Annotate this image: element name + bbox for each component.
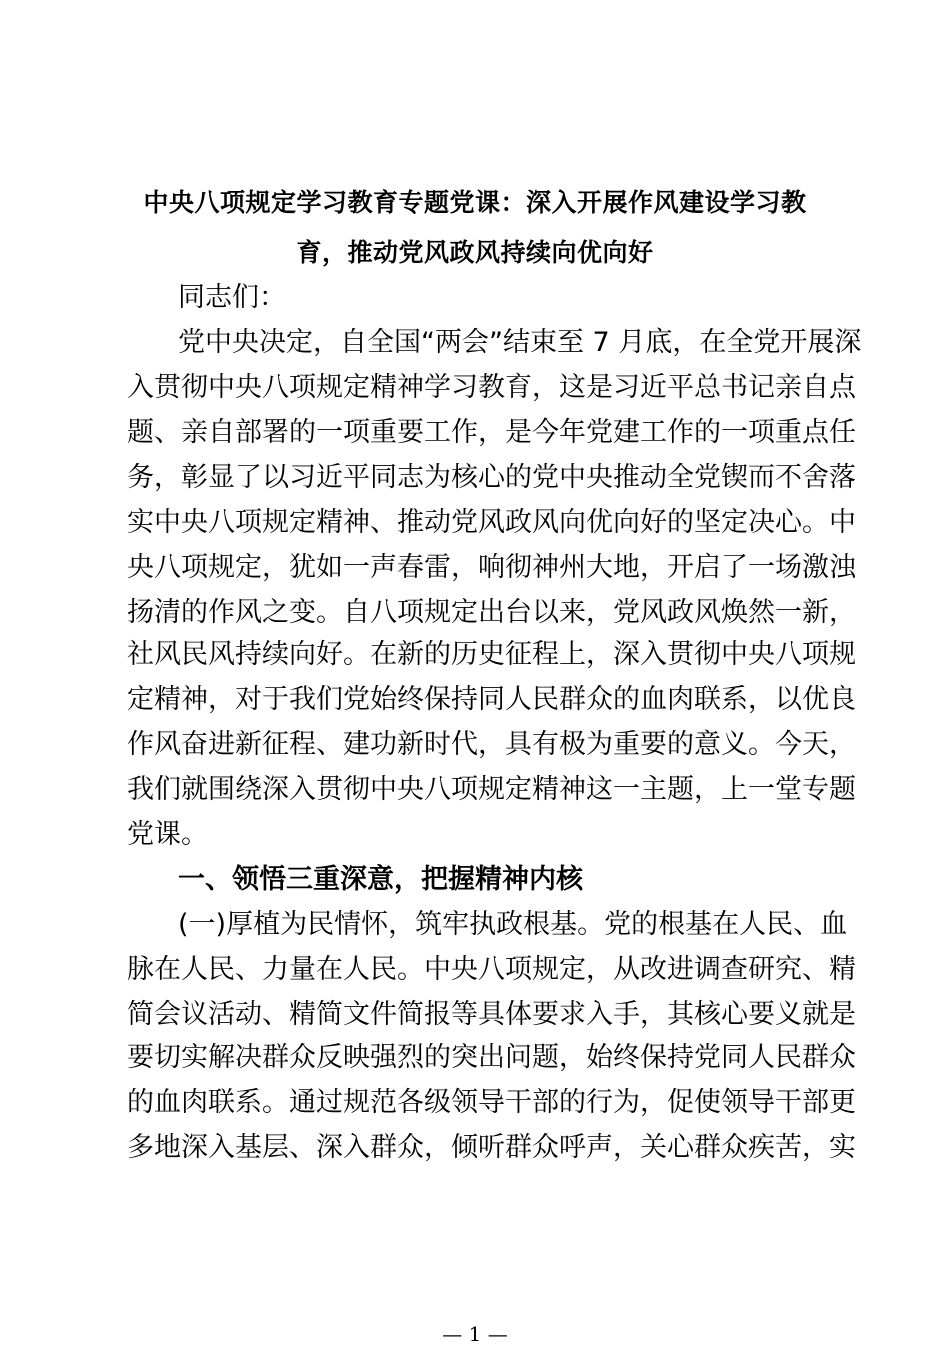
- page-number: — 1 —: [442, 1322, 508, 1346]
- paragraph-1-line: 扬清的作风之变。自八项规定出台以来，党风政风焕然一新，: [127, 597, 856, 628]
- paragraph-1-line: 党中央决定，自全国“两会”结束至 7 月底，在全党开展深: [178, 327, 862, 358]
- paragraph-1-line: 央八项规定，犹如一声春雷，响彻神州大地，开启了一场激浊: [127, 552, 856, 583]
- salutation: 同志们：: [178, 282, 286, 313]
- section-1-heading: 一、领悟三重深意，把握精神内核: [178, 864, 583, 895]
- paragraph-1-line: 社风民风持续向好。在新的历史征程上，深入贯彻中央八项规: [127, 639, 856, 670]
- paragraph-2-line: 脉在人民、力量在人民。中央八项规定，从改进调查研究、精: [127, 954, 856, 985]
- paragraph-1-line: 题、亲自部署的一项重要工作，是今年党建工作的一项重点任: [127, 417, 856, 448]
- paragraph-2-line: (一)厚植为民情怀，筑牢执政根基。党的根基在人民、血: [178, 909, 848, 940]
- paragraph-2-line: 多地深入基层、深入群众，倾听群众呼声，关心群众疾苦，实: [127, 1132, 856, 1163]
- paragraph-2-line: 的血肉联系。通过规范各级领导干部的行为，促使领导干部更: [127, 1087, 856, 1118]
- document-title-line-2: 育，推动党风政风持续向优向好: [296, 238, 654, 267]
- document-title-line-1: 中央八项规定学习教育专题党课：深入开展作风建设学习教: [143, 188, 807, 217]
- paragraph-1-line: 务，彰显了以习近平同志为核心的党中央推动全党锲而不舍落: [127, 462, 856, 493]
- paragraph-2-line: 简会议活动、精简文件简报等具体要求入手，其核心要义就是: [127, 999, 856, 1030]
- paragraph-1-line: 作风奋进新征程、建功新时代，具有极为重要的意义。今天，: [127, 729, 856, 760]
- paragraph-1-line: 定精神，对于我们党始终保持同人民群众的血肉联系，以优良: [127, 684, 856, 715]
- paragraph-1-line: 实中央八项规定精神、推动党风政风向优向好的坚定决心。中: [127, 507, 856, 538]
- paragraph-2-line: 要切实解决群众反映强烈的突出问题，始终保持党同人民群众: [127, 1042, 856, 1073]
- paragraph-1-line: 我们就围绕深入贯彻中央八项规定精神这一主题，上一堂专题: [127, 774, 856, 805]
- paragraph-1-line: 入贯彻中央八项规定精神学习教育，这是习近平总书记亲自点: [127, 372, 856, 403]
- paragraph-1-line: 党课。: [127, 819, 208, 850]
